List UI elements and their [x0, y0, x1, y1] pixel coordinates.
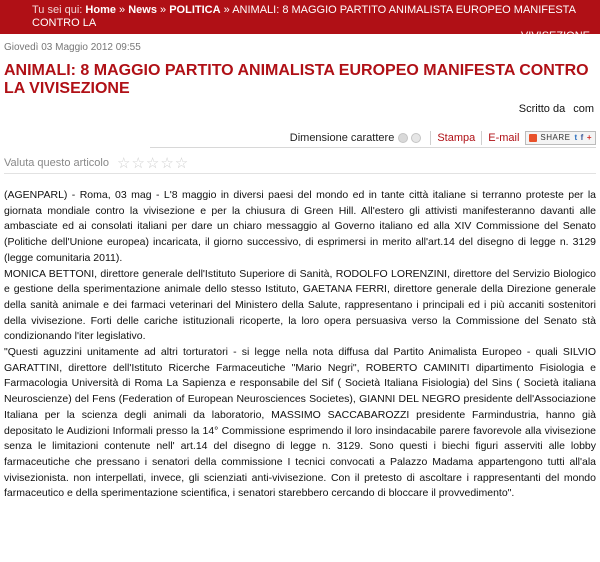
- star-outline-icon[interactable]: ☆: [145, 154, 161, 172]
- article-title: ANIMALI: 8 MAGGIO PARTITO ANIMALISTA EUROPEO MANIFESTA CONTRO LA VIVISEZIONE: [4, 62, 589, 97]
- breadcrumb: [0, 0, 600, 42]
- article-paragraph: "Questi aguzzini unitamente ad altri torturatori - si legge nella nota diffusa dal Partito Animalista Europeo - quali SILVIO GARATTINI, direttore dell'Istituto Ricerche Farmaceutiche "Mario Negri", ROBERTO CAMINITI dipartimento Fisiologia e Farmacologia Università di Roma La Sapienza e responsabile del Sif ( Società Italiana Fisiologia) del Sins ( Società italiana Neuroscienze) del Fens (Federation of European Neurosciences Societes), GIANNI DEL NEGRO presidente dell'Associazione Italiana per la scienza degli animali da laboratorio, MASSIMO SACCABAROZZI presidente Farmindustria, hanno già depositato le Audizioni Informali presso la 14° Commissione esprimendo il loro insindacabile parere favorevole alla vivisezione senza le limitazioni contenute nell' art.14 del disegno di legge n. 3129. Sono questi i biechi figuri asserviti alle lobby farmaceutiche che pressano i senatori della commissione I tecnici convocati a Palazzo Madama appartengono tutti all'ala vivisezionista. non interpellati, invece, gli scienziati anti-vivisezione. Con il pretesto di ascoltare i rappresentanti del mondo farmaceutico e della sperimentazione scientifica, i senatori starebbero cercando di bloccare il provvedimento".: [4, 346, 596, 500]
- breadcrumb-home-link[interactable]: Home: [85, 4, 116, 16]
- breadcrumb-separator: »: [160, 4, 167, 16]
- breadcrumb-current-line2: VIVISEZIONE: [520, 30, 590, 42]
- author-name: com: [573, 103, 594, 115]
- share-icon: [529, 134, 537, 142]
- article-body: [4, 188, 596, 502]
- breadcrumb-separator: »: [119, 4, 126, 16]
- font-size-label: Dimensione carattere: [289, 131, 395, 144]
- plus-icon: +: [586, 133, 592, 142]
- star-outline-icon[interactable]: ☆: [174, 154, 190, 172]
- article-paragraph: (AGENPARL) - Roma, 03 mag - L'8 maggio in diversi paesi del mondo ed in tante città italiane si terranno proteste per la giornata mondiale contro la vivisezione e per la chiusura di Green Hill. All'estero gli attivisti manifesteranno davanti alle ambasciate ed ai consolati italiani per dare un chiaro messaggio al Governo italiano ed alla XIV Commissione del Senato (Politiche dell'Unione europea) incaricata, il giorno successivo, di esprimersi in merito all'art.14 del disegno di legge n. 3129 (legge comunitaria 2011).: [4, 189, 596, 264]
- star-outline-icon[interactable]: ☆: [160, 154, 175, 172]
- breadcrumb-news-link[interactable]: News: [128, 4, 157, 16]
- facebook-icon: f: [580, 133, 584, 142]
- share-label: SHARE: [540, 133, 571, 142]
- breadcrumb-prefix: Tu sei qui:: [32, 4, 83, 16]
- print-link[interactable]: Stampa: [437, 131, 476, 144]
- star-outline-icon[interactable]: ☆: [116, 154, 132, 172]
- article-date: Giovedì 03 Maggio 2012 09:55: [4, 42, 141, 53]
- breadcrumb-separator: »: [223, 4, 230, 16]
- article-paragraph: MONICA BETTONI, direttore generale dell'Istituto Superiore di Sanità, RODOLFO LORENZINI, direttore del Servizio Biologico e gestione della sperimentazione animale dello stesso Istituto, GAETANA FERRI, direttore generale della Direzione generale della sanità animale e dei farmaci veterinari del Ministero della Salute, rappresentano i principali ed i più accaniti sostenitori della vivisezione. Forti delle cariche istituzionali ricoperte, la loro opera persuasiva verso la Commissione del Senato stà condizionando l'iter legislativo.: [4, 267, 596, 343]
- minus-circle-icon[interactable]: [398, 133, 408, 143]
- star-outline-icon[interactable]: ☆: [131, 154, 146, 172]
- article-author: [519, 103, 594, 115]
- breadcrumb-politica-link[interactable]: POLITICA: [169, 4, 221, 16]
- rating-stars[interactable]: [117, 154, 189, 172]
- rating-label: Valuta questo articolo: [4, 156, 109, 169]
- rating-row: [4, 152, 596, 174]
- share-button[interactable]: [525, 131, 596, 145]
- divider: [481, 131, 482, 145]
- plus-circle-icon[interactable]: [411, 133, 421, 143]
- author-label: Scritto da: [518, 103, 566, 115]
- divider: [430, 131, 431, 145]
- twitter-icon: t: [574, 133, 578, 142]
- article-toolbar: [150, 128, 596, 148]
- breadcrumb-current: ANIMALI: 8 MAGGIO PARTITO ANIMALISTA EUROPEO MANIFESTA CONTRO LA: [32, 4, 576, 29]
- email-link[interactable]: E-mail: [488, 131, 520, 144]
